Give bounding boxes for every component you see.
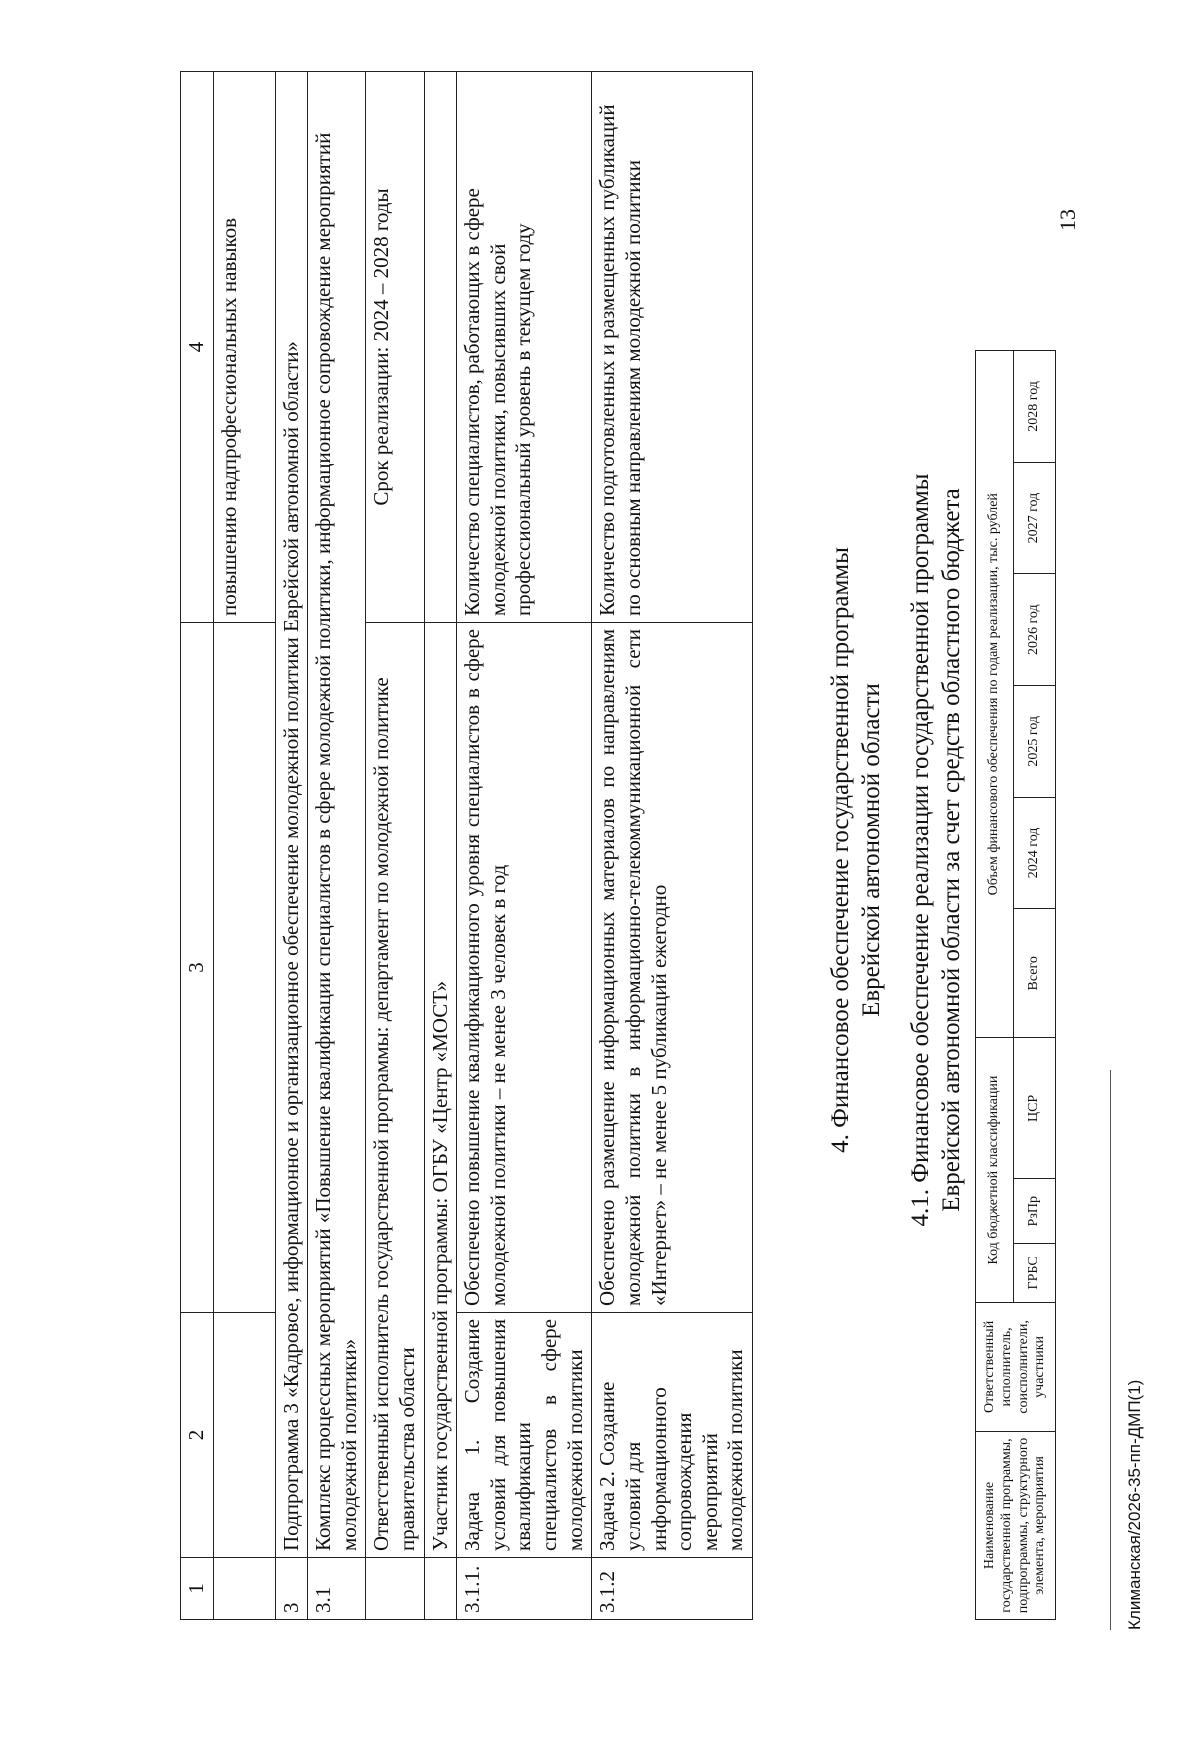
table-row xyxy=(457,72,592,1620)
empty-cell xyxy=(213,623,275,1313)
complex-title: Комплекс процессных мероприятий «Повышение квалификации специалистов в сфере молодежной политики, информационное сопровождение мероприятий молодежной политики» xyxy=(308,72,366,1558)
expected-result: Обеспечено размещение информационных материалов по направлениям молодежной политики в информационно-телекоммуникационной сети «Интернет» – не менее 5 публикаций ежегодно xyxy=(592,623,753,1313)
heading-line: 4.1. Финансовое обеспечение реализации государственной программы xyxy=(907,473,934,1227)
header-cell: 3 xyxy=(181,623,214,1313)
header-cell: 1 xyxy=(181,1558,214,1620)
page-number: 13 xyxy=(1055,209,1080,231)
expected-result: Обеспечено повышение квалификационного уровня специалистов в сфере молодежной политики – не менее 3 человек в год xyxy=(457,623,592,1313)
table-row xyxy=(366,72,424,1620)
table-row xyxy=(275,72,308,1620)
finance-code-header: Код бюджетной классификации xyxy=(976,1038,1014,1302)
row-number: 3.1.1. xyxy=(457,1558,592,1620)
cell-indicator: повышению надпрофессиональных навыков xyxy=(213,72,275,623)
heading-line: Еврейской автономной области xyxy=(858,683,886,1017)
finance-code-col: ЦСР xyxy=(1014,1038,1056,1179)
task-description: Задача 1. Создание условий для повышения квалификации специалистов в сфере молодежной политики xyxy=(457,1313,592,1558)
section-4-1-heading xyxy=(905,70,968,1630)
section-4-heading xyxy=(825,70,888,1630)
program-participant: Участник государственной программы: ОГБУ «Центр «МОСТ» xyxy=(424,623,457,1558)
finance-code-col: ГРБС xyxy=(1014,1244,1056,1303)
implementation-term: Срок реализации: 2024 – 2028 годы xyxy=(366,72,424,623)
row-number: 3.1 xyxy=(308,1558,366,1620)
responsible-executor: Ответственный исполнитель государственной программы: департамент по молодежной политике правительства области xyxy=(366,623,424,1558)
row-number: 3.1.2 xyxy=(592,1558,753,1620)
task-description: Задача 2. Создание условий для информационного сопровождения мероприятий молодежной политики xyxy=(592,1313,753,1558)
finance-code-col: РзПр xyxy=(1014,1179,1056,1244)
finance-volume-col: Всего xyxy=(1014,909,1056,1038)
finance-volume-col: 2028 год xyxy=(1014,351,1056,463)
table-header-row xyxy=(181,72,214,1620)
finance-volume-col: 2027 год xyxy=(1014,462,1056,574)
empty-cell xyxy=(366,1558,424,1620)
footer-divider xyxy=(1110,1070,1111,1630)
empty-cell xyxy=(213,1558,275,1620)
finance-col-name: Наименование государственной программы, подпрограммы, структурного элемента, мероприятия xyxy=(976,1432,1056,1620)
empty-cell xyxy=(424,1558,457,1620)
table-row xyxy=(213,72,275,1620)
footer-document-id: Климанская/2026-35-пп-ДМП(1) xyxy=(1125,1379,1144,1630)
indicator: Количество специалистов, работающих в сфере молодежной политики, повысивших свой профессиональный уровень в текущем году xyxy=(457,72,592,623)
table-row xyxy=(424,72,457,1620)
finance-volume-col: 2024 год xyxy=(1014,797,1056,909)
subprogram-title: Подпрограмма 3 «Кадровое, информационное и организационное обеспечение молодежной политики Еврейской автономной области» xyxy=(275,72,308,1558)
finance-header-row xyxy=(976,351,1014,1620)
rotated-page xyxy=(90,70,1170,1690)
heading-line: 4. Финансовое обеспечение государственной программы xyxy=(827,547,854,1153)
empty-cell xyxy=(424,72,457,623)
program-table xyxy=(180,71,753,1620)
finance-volume-header: Объем финансового обеспечения по годам реализации, тыс. рублей xyxy=(976,351,1014,1038)
table-row xyxy=(308,72,366,1620)
table-row xyxy=(592,72,753,1620)
finance-col-executor: Ответственный исполнитель, соисполнители, участники xyxy=(976,1302,1056,1431)
heading-line: Еврейской автономной области за счет средств областного бюджета xyxy=(938,488,966,1212)
header-cell: 2 xyxy=(181,1313,214,1558)
finance-table xyxy=(975,350,1056,1620)
header-cell: 4 xyxy=(181,72,214,623)
finance-volume-col: 2025 год xyxy=(1014,685,1056,797)
row-number: 3 xyxy=(275,1558,308,1620)
finance-volume-col: 2026 год xyxy=(1014,574,1056,686)
indicator: Количество подготовленных и размещенных публикаций по основным направлениям молодежной политики xyxy=(592,72,753,623)
empty-cell xyxy=(213,1313,275,1558)
